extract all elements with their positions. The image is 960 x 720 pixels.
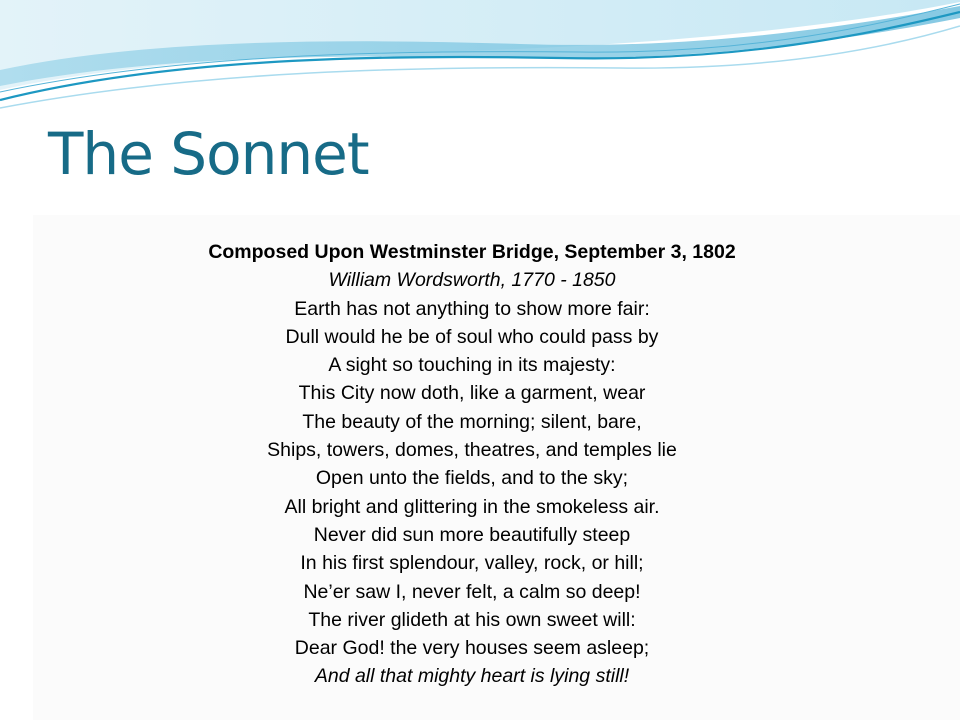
poem-line-11: Ne’er saw I, never felt, a calm so deep! bbox=[303, 580, 641, 603]
poem-line-13: Dear God! the very houses seem asleep; bbox=[294, 637, 650, 660]
poem-line-10: In his first splendour, valley, rock, or hill; bbox=[300, 552, 644, 575]
poem-text bbox=[33, 238, 911, 691]
poem-heading: Composed Upon Westminster Bridge, September 3, 1802 bbox=[208, 241, 736, 263]
poem-line-14: And all that mighty heart is lying still! bbox=[314, 665, 630, 688]
poem-line-8: All bright and glittering in the smokeless air. bbox=[284, 495, 660, 518]
poem-line-6: Ships, towers, domes, theatres, and temples lie bbox=[267, 439, 677, 462]
poem-line-7: Open unto the fields, and to the sky; bbox=[315, 467, 629, 490]
poem-line-2: Dull would he be of soul who could pass by bbox=[285, 325, 659, 348]
poem-author: William Wordsworth, 1770 - 1850 bbox=[328, 269, 616, 292]
poem-line-1: Earth has not anything to show more fair: bbox=[294, 297, 650, 320]
poem-line-12: The river glideth at his own sweet will: bbox=[308, 608, 636, 631]
poem-line-3: A sight so touching in its majesty: bbox=[328, 354, 616, 377]
poem-line-9: Never did sun more beautifully steep bbox=[313, 523, 631, 546]
decorative-wave-header bbox=[0, 0, 960, 120]
slide-title: The Sonnet bbox=[48, 120, 369, 188]
poem-line-4: This City now doth, like a garment, wear bbox=[298, 382, 646, 405]
poem-line-5: The beauty of the morning; silent, bare, bbox=[302, 410, 642, 433]
